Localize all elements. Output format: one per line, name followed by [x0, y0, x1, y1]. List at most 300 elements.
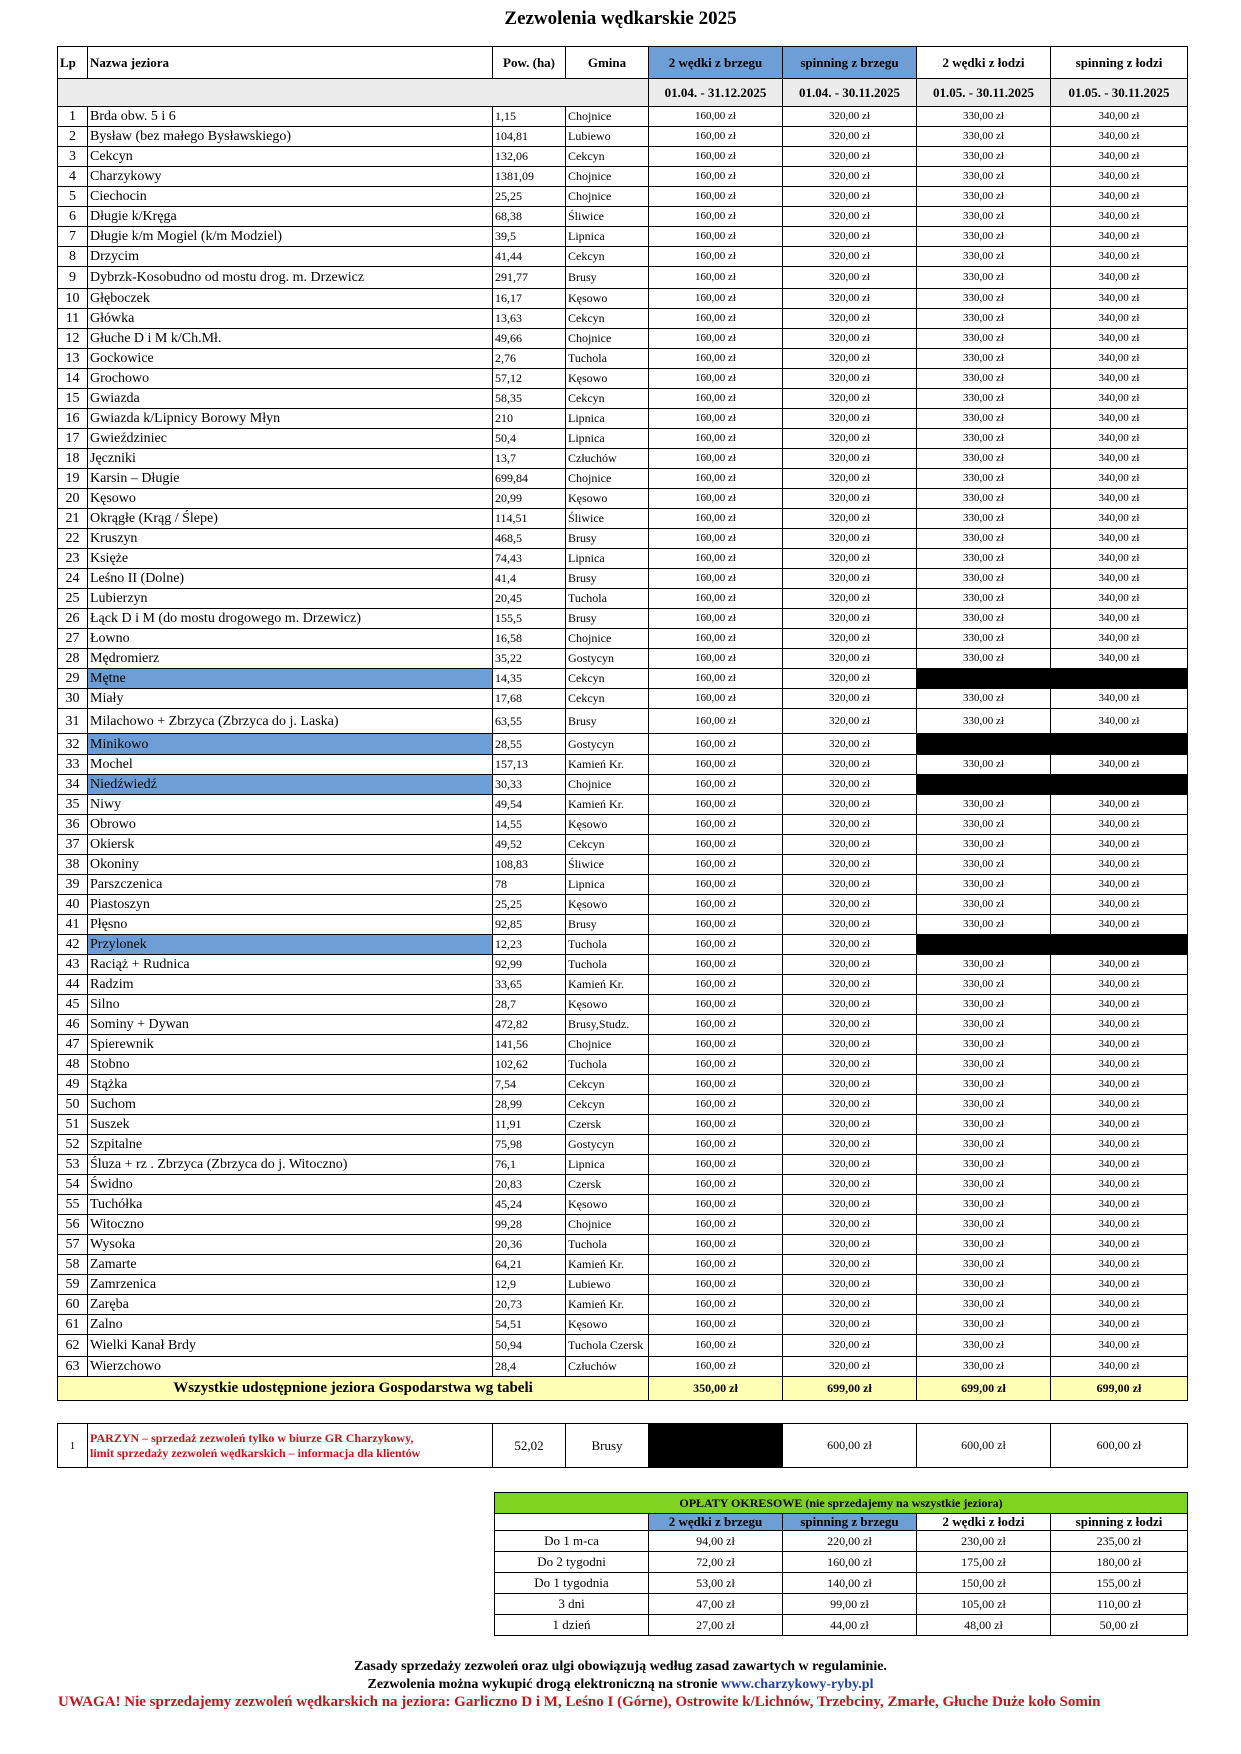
- lake-price-4: 340,00 zł: [1051, 1215, 1188, 1235]
- lake-lp: 22: [58, 529, 88, 549]
- lake-price-1: 160,00 zł: [649, 1055, 783, 1075]
- lake-price-2: 320,00 zł: [783, 329, 917, 349]
- lake-price-1: 160,00 zł: [649, 409, 783, 429]
- lake-gmina: Chojnice: [566, 775, 649, 795]
- period-price-2: 220,00 zł: [783, 1531, 917, 1552]
- lake-price-2: 320,00 zł: [783, 429, 917, 449]
- lake-price-4: 340,00 zł: [1051, 689, 1188, 709]
- lake-price-3: 330,00 zł: [917, 895, 1051, 915]
- lake-price-3: 330,00 zł: [917, 247, 1051, 267]
- lake-gmina: Kamień Kr.: [566, 755, 649, 775]
- lake-gmina: Cekcyn: [566, 669, 649, 689]
- lake-lp: 19: [58, 469, 88, 489]
- lake-price-3: 330,00 zł: [917, 1295, 1051, 1315]
- lake-gmina: Tuchola: [566, 589, 649, 609]
- lake-price-2: 320,00 zł: [783, 895, 917, 915]
- lake-price-3: 330,00 zł: [917, 569, 1051, 589]
- lake-price-3: 330,00 zł: [917, 1095, 1051, 1115]
- lake-price-3: 330,00 zł: [917, 489, 1051, 509]
- lake-price-1: 160,00 zł: [649, 267, 783, 289]
- lake-lp: 15: [58, 389, 88, 409]
- lake-name: Głęboczek: [88, 289, 493, 309]
- lake-gmina: Chojnice: [566, 329, 649, 349]
- lake-name: Charzykowy: [88, 167, 493, 187]
- parzyn-p1-unavailable: [649, 1424, 783, 1468]
- lake-name: Parszczenica: [88, 875, 493, 895]
- lake-name: Milachowo + Zbrzyca (Zbrzyca do j. Laska): [88, 709, 493, 734]
- lake-price-3: 330,00 zł: [917, 227, 1051, 247]
- lake-price-2: 320,00 zł: [783, 247, 917, 267]
- all-lakes-p1: 350,00 zł: [649, 1377, 783, 1401]
- parzyn-name-line1: PARZYN – sprzedaż zezwoleń tylko w biurze GR Charzykowy,: [90, 1430, 414, 1445]
- lake-gmina: Cekcyn: [566, 147, 649, 167]
- lake-area: 13,7: [493, 449, 566, 469]
- lake-gmina: Lipnica: [566, 409, 649, 429]
- lake-area: 68,38: [493, 207, 566, 227]
- lake-price-2: 320,00 zł: [783, 609, 917, 629]
- lake-gmina: Brusy: [566, 709, 649, 734]
- lake-price-1: 160,00 zł: [649, 167, 783, 187]
- lake-gmina: Brusy: [566, 609, 649, 629]
- lake-lp: 37: [58, 835, 88, 855]
- lake-price-2: 320,00 zł: [783, 1315, 917, 1335]
- period-price-2: 140,00 zł: [783, 1573, 917, 1594]
- lake-price-3: 330,00 zł: [917, 389, 1051, 409]
- period-label: Do 1 tygodnia: [495, 1573, 649, 1594]
- table-row: [58, 589, 1188, 609]
- lake-price-4: 340,00 zł: [1051, 107, 1188, 127]
- lake-price-4: 340,00 zł: [1051, 709, 1188, 734]
- lake-lp: 10: [58, 289, 88, 309]
- lake-price-4: 340,00 zł: [1051, 589, 1188, 609]
- lake-gmina: Śliwice: [566, 855, 649, 875]
- table-row: [58, 995, 1188, 1015]
- table-row: [495, 1615, 1188, 1636]
- lake-price-1: 160,00 zł: [649, 1215, 783, 1235]
- table-row: [58, 875, 1188, 895]
- lake-name: Przylonek: [88, 935, 493, 955]
- lake-price-3: 330,00 zł: [917, 975, 1051, 995]
- lake-price-3: 330,00 zł: [917, 167, 1051, 187]
- lake-gmina: Cekcyn: [566, 1075, 649, 1095]
- lake-price-2: 320,00 zł: [783, 207, 917, 227]
- lake-lp: 8: [58, 247, 88, 267]
- lake-price-3: 330,00 zł: [917, 955, 1051, 975]
- lake-area: 20,99: [493, 489, 566, 509]
- lake-price-3: 330,00 zł: [917, 549, 1051, 569]
- table-row: [58, 529, 1188, 549]
- lake-price-1: 160,00 zł: [649, 1195, 783, 1215]
- lake-lp: 1: [58, 107, 88, 127]
- lake-price-3: 330,00 zł: [917, 589, 1051, 609]
- page-title: Zezwolenia wędkarskie 2025: [504, 8, 737, 29]
- lake-lp: 38: [58, 855, 88, 875]
- lake-price-1: 160,00 zł: [649, 127, 783, 147]
- table-row: [58, 1275, 1188, 1295]
- header-d4: 01.05. - 30.11.2025: [1051, 79, 1188, 107]
- lake-name: Piastoszyn: [88, 895, 493, 915]
- table-row: [58, 1215, 1188, 1235]
- lake-price-4: 340,00 zł: [1051, 1275, 1188, 1295]
- lake-price-2: 320,00 zł: [783, 995, 917, 1015]
- lake-gmina: Kamień Kr.: [566, 1255, 649, 1275]
- lake-gmina: Tuchola: [566, 955, 649, 975]
- lake-gmina: Tuchola Czersk: [566, 1335, 649, 1357]
- lake-name: Śluza + rz . Zbrzyca (Zbrzyca do j. Witoczno): [88, 1155, 493, 1175]
- lake-price-2: 320,00 zł: [783, 709, 917, 734]
- header-area: Pow. (ha): [493, 47, 566, 79]
- lake-lp: 12: [58, 329, 88, 349]
- lake-price-2: 320,00 zł: [783, 309, 917, 329]
- lake-lp: 61: [58, 1315, 88, 1335]
- lake-area: 12,23: [493, 935, 566, 955]
- periodic-fees-table: [494, 1492, 1188, 1636]
- lake-gmina: Kęsowo: [566, 995, 649, 1015]
- lake-price-3: 330,00 zł: [917, 1115, 1051, 1135]
- period-price-2: 160,00 zł: [783, 1552, 917, 1573]
- lake-lp: 18: [58, 449, 88, 469]
- lake-boat-unavailable: [917, 669, 1188, 689]
- lake-price-1: 160,00 zł: [649, 1315, 783, 1335]
- table-row: [58, 955, 1188, 975]
- periodic-fees-header-2: spinning z brzegu: [783, 1514, 917, 1531]
- lake-price-3: 330,00 zł: [917, 815, 1051, 835]
- lake-price-4: 340,00 zł: [1051, 1055, 1188, 1075]
- parzyn-name: [88, 1424, 493, 1468]
- lake-name: Witoczno: [88, 1215, 493, 1235]
- lake-name: Raciąż + Rudnica: [88, 955, 493, 975]
- lake-name: Gockowice: [88, 349, 493, 369]
- lake-price-4: 340,00 zł: [1051, 167, 1188, 187]
- table-row: [58, 449, 1188, 469]
- lake-price-2: 320,00 zł: [783, 267, 917, 289]
- lake-area: 39,5: [493, 227, 566, 247]
- lake-price-2: 320,00 zł: [783, 1215, 917, 1235]
- lake-price-3: 330,00 zł: [917, 1135, 1051, 1155]
- lake-lp: 47: [58, 1035, 88, 1055]
- lake-area: 35,22: [493, 649, 566, 669]
- table-row: [58, 895, 1188, 915]
- lake-price-2: 320,00 zł: [783, 369, 917, 389]
- periodic-fees-header-3: 2 wędki z łodzi: [917, 1514, 1051, 1531]
- lake-price-2: 320,00 zł: [783, 1135, 917, 1155]
- lake-lp: 11: [58, 309, 88, 329]
- lake-area: 699,84: [493, 469, 566, 489]
- header-c2: spinning z brzegu: [783, 47, 917, 79]
- lake-lp: 41: [58, 915, 88, 935]
- lake-price-4: 340,00 zł: [1051, 529, 1188, 549]
- lake-name: Wysoka: [88, 1235, 493, 1255]
- lake-area: 472,82: [493, 1015, 566, 1035]
- lake-lp: 52: [58, 1135, 88, 1155]
- lake-price-3: 330,00 zł: [917, 1015, 1051, 1035]
- table-row: [495, 1594, 1188, 1615]
- lake-name: Niedźwiedź: [88, 775, 493, 795]
- lake-price-2: 320,00 zł: [783, 187, 917, 207]
- lake-name: Dybrzk-Kosobudno od mostu drog. m. Drzewicz: [88, 267, 493, 289]
- lake-price-3: 330,00 zł: [917, 449, 1051, 469]
- table-row: [58, 309, 1188, 329]
- lake-price-4: 340,00 zł: [1051, 207, 1188, 227]
- lake-price-1: 160,00 zł: [649, 855, 783, 875]
- periodic-fees-header-4: spinning z łodzi: [1051, 1514, 1188, 1531]
- lake-name: Łąck D i M (do mostu drogowego m. Drzewicz): [88, 609, 493, 629]
- table-row: [58, 509, 1188, 529]
- lake-lp: 6: [58, 207, 88, 227]
- lake-price-2: 320,00 zł: [783, 509, 917, 529]
- lake-price-4: 340,00 zł: [1051, 1095, 1188, 1115]
- lake-area: 99,28: [493, 1215, 566, 1235]
- lake-name: Karsin – Długie: [88, 469, 493, 489]
- lake-gmina: Brusy: [566, 529, 649, 549]
- lake-area: 75,98: [493, 1135, 566, 1155]
- lake-gmina: Gostycyn: [566, 1135, 649, 1155]
- lake-area: 54,51: [493, 1315, 566, 1335]
- lake-lp: 49: [58, 1075, 88, 1095]
- lake-price-2: 320,00 zł: [783, 935, 917, 955]
- lake-price-3: 330,00 zł: [917, 1315, 1051, 1335]
- lake-gmina: Kęsowo: [566, 1195, 649, 1215]
- lake-gmina: Kęsowo: [566, 895, 649, 915]
- lake-price-4: 340,00 zł: [1051, 975, 1188, 995]
- lake-gmina: Cekcyn: [566, 309, 649, 329]
- lake-area: 210: [493, 409, 566, 429]
- lake-price-1: 160,00 zł: [649, 734, 783, 755]
- lake-price-4: 340,00 zł: [1051, 1135, 1188, 1155]
- lake-area: 92,85: [493, 915, 566, 935]
- lake-area: 64,21: [493, 1255, 566, 1275]
- lake-lp: 48: [58, 1055, 88, 1075]
- lake-price-1: 160,00 zł: [649, 147, 783, 167]
- lake-price-3: 330,00 zł: [917, 855, 1051, 875]
- lake-price-4: 340,00 zł: [1051, 1175, 1188, 1195]
- period-price-3: 48,00 zł: [917, 1615, 1051, 1636]
- lake-gmina: Czersk: [566, 1175, 649, 1195]
- periodic-fees-header-1: 2 wędki z brzegu: [649, 1514, 783, 1531]
- lake-price-4: 340,00 zł: [1051, 489, 1188, 509]
- lake-price-2: 320,00 zł: [783, 409, 917, 429]
- lake-area: 1,15: [493, 107, 566, 127]
- lake-area: 41,4: [493, 569, 566, 589]
- period-price-1: 47,00 zł: [649, 1594, 783, 1615]
- lake-price-3: 330,00 zł: [917, 1075, 1051, 1095]
- parzyn-p2: 600,00 zł: [783, 1424, 917, 1468]
- lake-price-2: 320,00 zł: [783, 1255, 917, 1275]
- lake-price-2: 320,00 zł: [783, 1115, 917, 1135]
- lake-price-3: 330,00 zł: [917, 107, 1051, 127]
- table-row: [58, 1015, 1188, 1035]
- period-price-1: 53,00 zł: [649, 1573, 783, 1594]
- lake-area: 49,54: [493, 795, 566, 815]
- parzyn-p4: 600,00 zł: [1051, 1424, 1188, 1468]
- lake-price-1: 160,00 zł: [649, 1095, 783, 1115]
- lake-price-2: 320,00 zł: [783, 689, 917, 709]
- lake-price-3: 330,00 zł: [917, 289, 1051, 309]
- lake-gmina: Chojnice: [566, 1035, 649, 1055]
- table-row: [58, 795, 1188, 815]
- lake-area: 25,25: [493, 895, 566, 915]
- lake-lp: 33: [58, 755, 88, 775]
- lake-price-2: 320,00 zł: [783, 469, 917, 489]
- lake-price-1: 160,00 zł: [649, 1255, 783, 1275]
- period-price-2: 44,00 zł: [783, 1615, 917, 1636]
- lake-price-3: 330,00 zł: [917, 429, 1051, 449]
- lake-name: Zalno: [88, 1315, 493, 1335]
- lake-price-4: 340,00 zł: [1051, 469, 1188, 489]
- table-row: [58, 369, 1188, 389]
- lake-name: Spierewnik: [88, 1035, 493, 1055]
- lake-price-2: 320,00 zł: [783, 289, 917, 309]
- lake-area: 28,99: [493, 1095, 566, 1115]
- lake-price-1: 160,00 zł: [649, 689, 783, 709]
- lake-area: 16,58: [493, 629, 566, 649]
- lake-name: Grochowo: [88, 369, 493, 389]
- lake-price-4: 340,00 zł: [1051, 875, 1188, 895]
- header-c4: spinning z łodzi: [1051, 47, 1188, 79]
- lake-name: Minikowo: [88, 734, 493, 755]
- lake-area: 50,4: [493, 429, 566, 449]
- lake-gmina: Kamień Kr.: [566, 1295, 649, 1315]
- lake-price-1: 160,00 zł: [649, 429, 783, 449]
- lake-area: 141,56: [493, 1035, 566, 1055]
- lake-price-3: 330,00 zł: [917, 649, 1051, 669]
- table-row: [58, 629, 1188, 649]
- lake-price-2: 320,00 zł: [783, 755, 917, 775]
- lake-gmina: Chojnice: [566, 1215, 649, 1235]
- all-lakes-p2: 699,00 zł: [783, 1377, 917, 1401]
- table-row: [495, 1573, 1188, 1594]
- lake-gmina: Cekcyn: [566, 247, 649, 267]
- period-price-3: 105,00 zł: [917, 1594, 1051, 1615]
- table-row: [58, 649, 1188, 669]
- period-price-4: 50,00 zł: [1051, 1615, 1188, 1636]
- table-row: [58, 107, 1188, 127]
- lake-price-1: 160,00 zł: [649, 1015, 783, 1035]
- lake-name: Jęczniki: [88, 449, 493, 469]
- lake-gmina: Człuchów: [566, 1357, 649, 1377]
- lake-gmina: Cekcyn: [566, 389, 649, 409]
- lake-area: 20,36: [493, 1235, 566, 1255]
- header-date-spacer: [58, 79, 649, 107]
- lake-area: 11,91: [493, 1115, 566, 1135]
- header-name: Nazwa jeziora: [88, 47, 493, 79]
- table-row: [58, 349, 1188, 369]
- table-row: [495, 1531, 1188, 1552]
- lake-name: Tuchółka: [88, 1195, 493, 1215]
- lake-name: Wierzchowo: [88, 1357, 493, 1377]
- lake-price-2: 320,00 zł: [783, 835, 917, 855]
- lake-gmina: Człuchów: [566, 449, 649, 469]
- lake-price-2: 320,00 zł: [783, 629, 917, 649]
- lake-gmina: Chojnice: [566, 167, 649, 187]
- lake-area: 155,5: [493, 609, 566, 629]
- lake-price-4: 340,00 zł: [1051, 549, 1188, 569]
- lake-price-3: 330,00 zł: [917, 1195, 1051, 1215]
- lake-price-1: 160,00 zł: [649, 227, 783, 247]
- table-row: [58, 915, 1188, 935]
- lake-price-3: 330,00 zł: [917, 469, 1051, 489]
- period-price-3: 230,00 zł: [917, 1531, 1051, 1552]
- lake-gmina: Brusy: [566, 569, 649, 589]
- period-label: Do 2 tygodni: [495, 1552, 649, 1573]
- lake-name: Gwiazda: [88, 389, 493, 409]
- lake-price-2: 320,00 zł: [783, 1095, 917, 1115]
- lake-price-4: 340,00 zł: [1051, 1075, 1188, 1095]
- lake-price-4: 340,00 zł: [1051, 389, 1188, 409]
- lake-price-2: 320,00 zł: [783, 1275, 917, 1295]
- table-row: [58, 755, 1188, 775]
- lake-rows: [58, 107, 1188, 1377]
- lake-price-1: 160,00 zł: [649, 609, 783, 629]
- lake-price-4: 340,00 zł: [1051, 795, 1188, 815]
- lake-price-1: 160,00 zł: [649, 1035, 783, 1055]
- table-row: [58, 409, 1188, 429]
- lake-price-3: 330,00 zł: [917, 529, 1051, 549]
- lake-gmina: Chojnice: [566, 187, 649, 207]
- lake-area: 291,77: [493, 267, 566, 289]
- lake-gmina: Tuchola: [566, 349, 649, 369]
- lake-name: Płęsno: [88, 915, 493, 935]
- lake-price-1: 160,00 zł: [649, 1295, 783, 1315]
- lake-lp: 31: [58, 709, 88, 734]
- lake-boat-unavailable: [917, 935, 1188, 955]
- lake-price-1: 160,00 zł: [649, 1357, 783, 1377]
- lake-price-3: 330,00 zł: [917, 187, 1051, 207]
- lake-price-2: 320,00 zł: [783, 1195, 917, 1215]
- lake-price-3: 330,00 zł: [917, 509, 1051, 529]
- table-row: [58, 267, 1188, 289]
- header-d1: 01.04. - 31.12.2025: [649, 79, 783, 107]
- lake-price-1: 160,00 zł: [649, 975, 783, 995]
- lake-price-2: 320,00 zł: [783, 649, 917, 669]
- lake-price-1: 160,00 zł: [649, 1075, 783, 1095]
- lake-price-4: 340,00 zł: [1051, 247, 1188, 267]
- lake-lp: 4: [58, 167, 88, 187]
- lake-lp: 55: [58, 1195, 88, 1215]
- header-c3: 2 wędki z łodzi: [917, 47, 1051, 79]
- table-row: [58, 1055, 1188, 1075]
- lake-price-2: 320,00 zł: [783, 955, 917, 975]
- lake-price-1: 160,00 zł: [649, 349, 783, 369]
- footer-online: [0, 1677, 1241, 1693]
- lake-name: Gwiazda k/Lipnicy Borowy Młyn: [88, 409, 493, 429]
- lake-area: 20,45: [493, 589, 566, 609]
- lake-price-3: 330,00 zł: [917, 1155, 1051, 1175]
- lake-name: Zamarte: [88, 1255, 493, 1275]
- all-lakes-p3: 699,00 zł: [917, 1377, 1051, 1401]
- lake-area: 102,62: [493, 1055, 566, 1075]
- lake-price-2: 320,00 zł: [783, 1055, 917, 1075]
- lake-price-1: 160,00 zł: [649, 755, 783, 775]
- table-row: [58, 127, 1188, 147]
- footer-link[interactable]: www.charzykowy-ryby.pl: [721, 1677, 874, 1692]
- lake-price-1: 160,00 zł: [649, 995, 783, 1015]
- lake-price-2: 320,00 zł: [783, 449, 917, 469]
- lake-area: 28,4: [493, 1357, 566, 1377]
- table-row: [58, 389, 1188, 409]
- lake-price-1: 160,00 zł: [649, 107, 783, 127]
- lake-area: 104,81: [493, 127, 566, 147]
- lake-price-4: 340,00 zł: [1051, 309, 1188, 329]
- lake-price-1: 160,00 zł: [649, 589, 783, 609]
- lake-gmina: Tuchola: [566, 935, 649, 955]
- period-price-4: 180,00 zł: [1051, 1552, 1188, 1573]
- lake-gmina: Lipnica: [566, 549, 649, 569]
- lake-price-4: 340,00 zł: [1051, 409, 1188, 429]
- lake-lp: 45: [58, 995, 88, 1015]
- lake-price-2: 320,00 zł: [783, 1235, 917, 1255]
- lake-price-3: 330,00 zł: [917, 127, 1051, 147]
